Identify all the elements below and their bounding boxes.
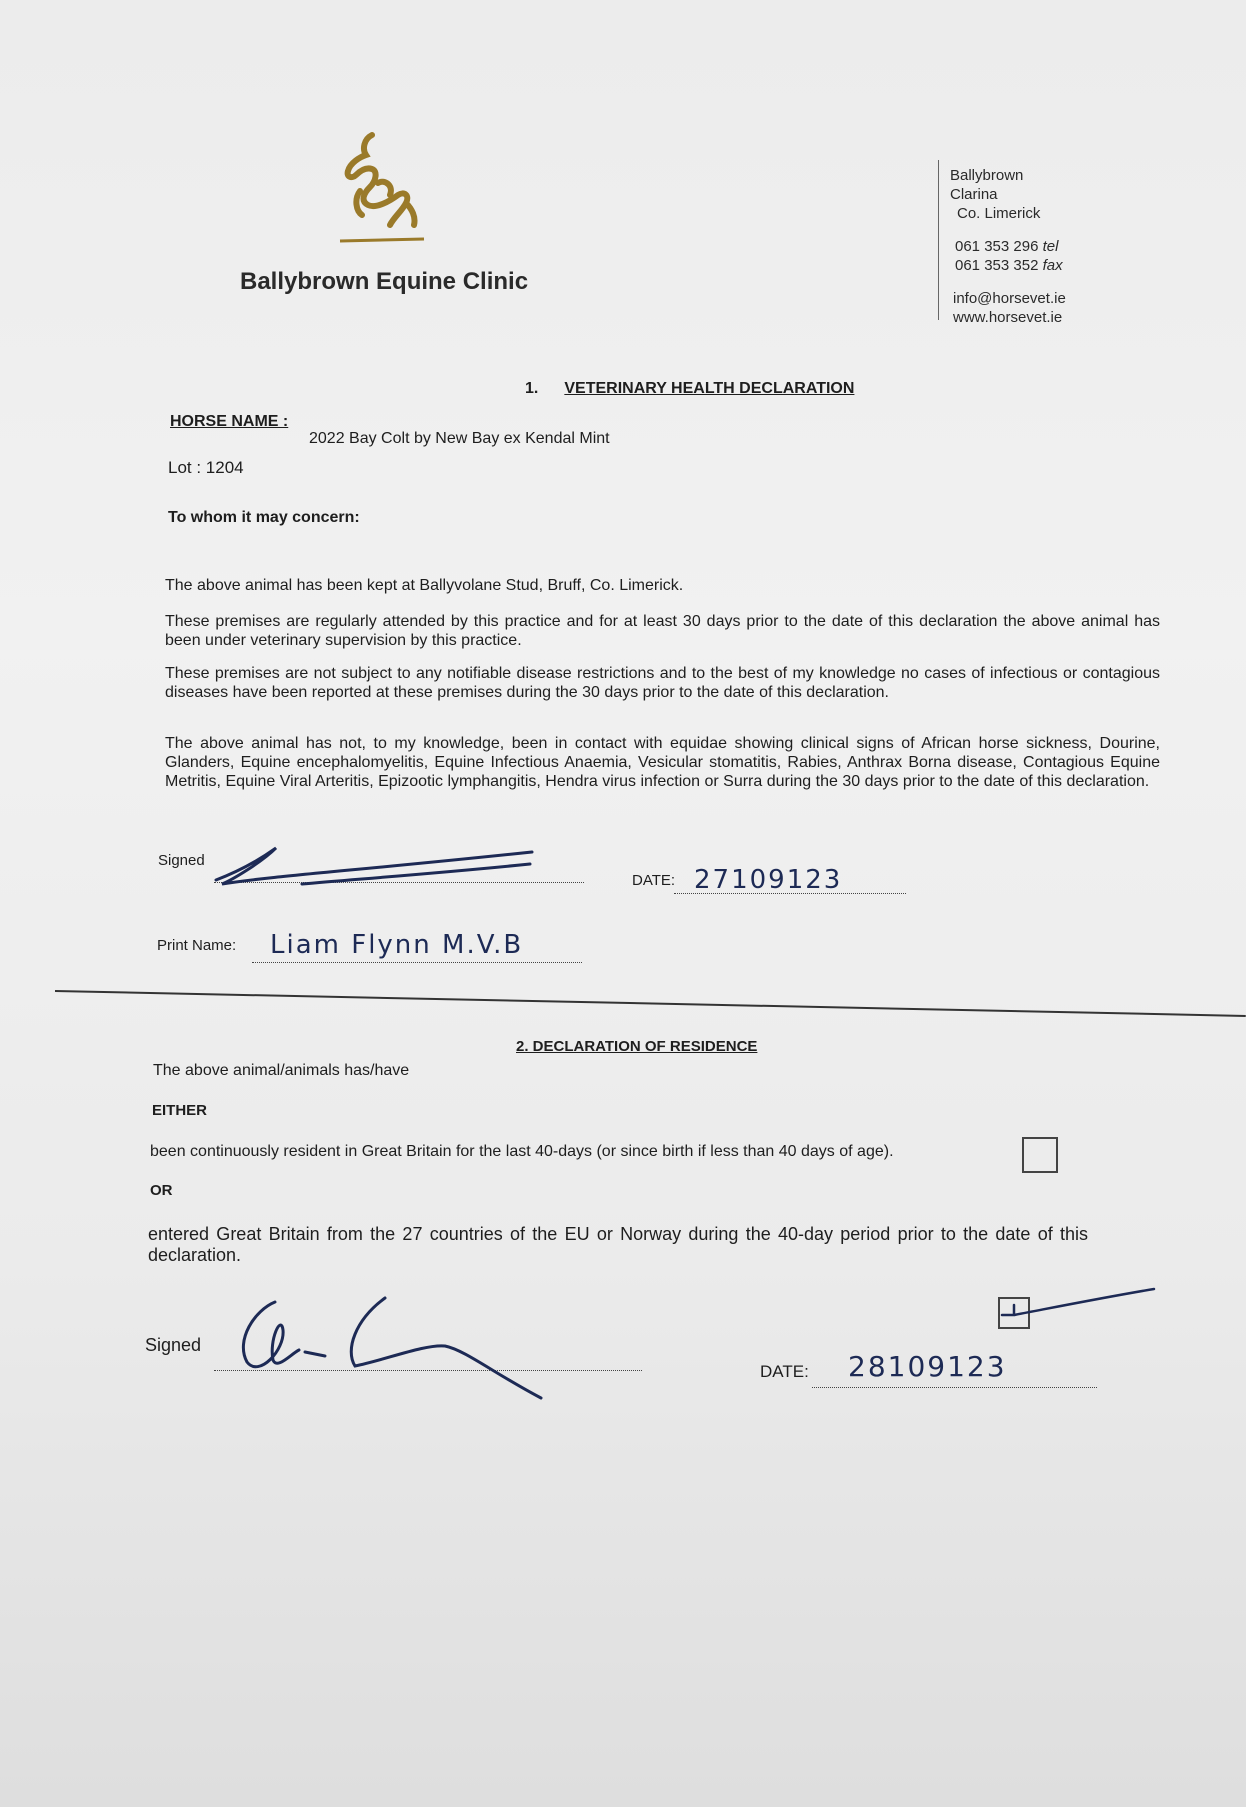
date-label-2: DATE: xyxy=(760,1362,809,1381)
fax-label: fax xyxy=(1042,257,1063,274)
paragraph-supervision: These premises are regularly attended by this practice and for at least 30 days prior to the date of this declaration the above animal has been under veterinary supervision by this practice. xyxy=(165,613,1160,649)
checkbox-tick-mark xyxy=(996,1285,1156,1333)
date-value-1: 27109123 xyxy=(694,865,843,895)
phone-number: 061 353 296 xyxy=(955,238,1039,255)
clinic-name: Ballybrown Equine Clinic xyxy=(240,268,529,295)
paragraph-no-contact: The above animal has not, to my knowledge, been in contact with equidae showing clinical signs of African horse sickness, Dourine, Glanders, Equine encephalomyelitis, Equine Infectious Anaemia, Vesicular stomatitis, Rabies, Anthrax Borna disease, Contagious Equine Metritis, Equine Viral Arteritis, Epizootic lymphangitis, Hendra virus infection or Surra during the 30 days prior to the date of this declaration. xyxy=(165,735,1160,790)
print-name-label: Print Name: xyxy=(157,937,237,954)
or-label: OR xyxy=(150,1182,173,1199)
phone-label: tel xyxy=(1042,238,1059,255)
signed-label-2: Signed xyxy=(145,1335,202,1355)
print-name-value: Liam Flynn M.V.B xyxy=(270,930,524,960)
horse-name-value: 2022 Bay Colt by New Bay ex Kendal Mint xyxy=(309,430,610,447)
address-line-2: Clarina xyxy=(950,186,998,203)
address-line-1: Ballybrown xyxy=(950,167,1024,184)
option-entered: entered Great Britain from the 27 countries of the EU or Norway during the 40-day period prior to the date of this declaration. xyxy=(148,1224,1088,1265)
checkbox-resident[interactable] xyxy=(1022,1137,1058,1173)
horse-logo xyxy=(320,125,430,255)
residence-intro: The above animal/animals has/have xyxy=(153,1062,410,1079)
signature-1 xyxy=(212,840,542,890)
section1-title: VETERINARY HEALTH DECLARATION xyxy=(564,380,855,397)
section2-title: 2. DECLARATION OF RESIDENCE xyxy=(516,1038,758,1055)
print-name-line xyxy=(252,962,582,963)
website: www.horsevet.ie xyxy=(953,309,1063,326)
signed-label-1: Signed xyxy=(158,852,205,869)
date-label-1: DATE: xyxy=(632,872,676,889)
date-line-2 xyxy=(812,1387,1097,1388)
paragraph-kept-at: The above animal has been kept at Ballyvolane Stud, Bruff, Co. Limerick. xyxy=(165,577,684,594)
section-divider xyxy=(55,990,1246,1017)
paragraph-no-restrictions: These premises are not subject to any notifiable disease restrictions and to the best of my knowledge no cases of infectious or contagious diseases have been reported at these premises during the 30 days prior to the date of this declaration. xyxy=(165,665,1160,701)
section1-heading xyxy=(525,380,854,398)
horse-name-label: HORSE NAME : xyxy=(170,413,289,430)
section1-number: 1. xyxy=(525,380,539,397)
phone-line xyxy=(955,238,1058,256)
either-label: EITHER xyxy=(152,1102,208,1119)
email: info@horsevet.ie xyxy=(953,290,1066,307)
address-line-3: Co. Limerick xyxy=(957,205,1041,222)
option-resident: been continuously resident in Great Britain for the last 40-days (or since birth if less than 40 days of age). xyxy=(150,1143,894,1160)
address-divider xyxy=(938,160,939,320)
greeting: To whom it may concern: xyxy=(168,509,360,526)
signature-2 xyxy=(225,1290,555,1400)
fax-number: 061 353 352 xyxy=(955,257,1039,274)
fax-line xyxy=(955,257,1063,275)
date-value-2: 28109123 xyxy=(848,1350,1007,1383)
lot-number: Lot : 1204 xyxy=(168,458,244,477)
